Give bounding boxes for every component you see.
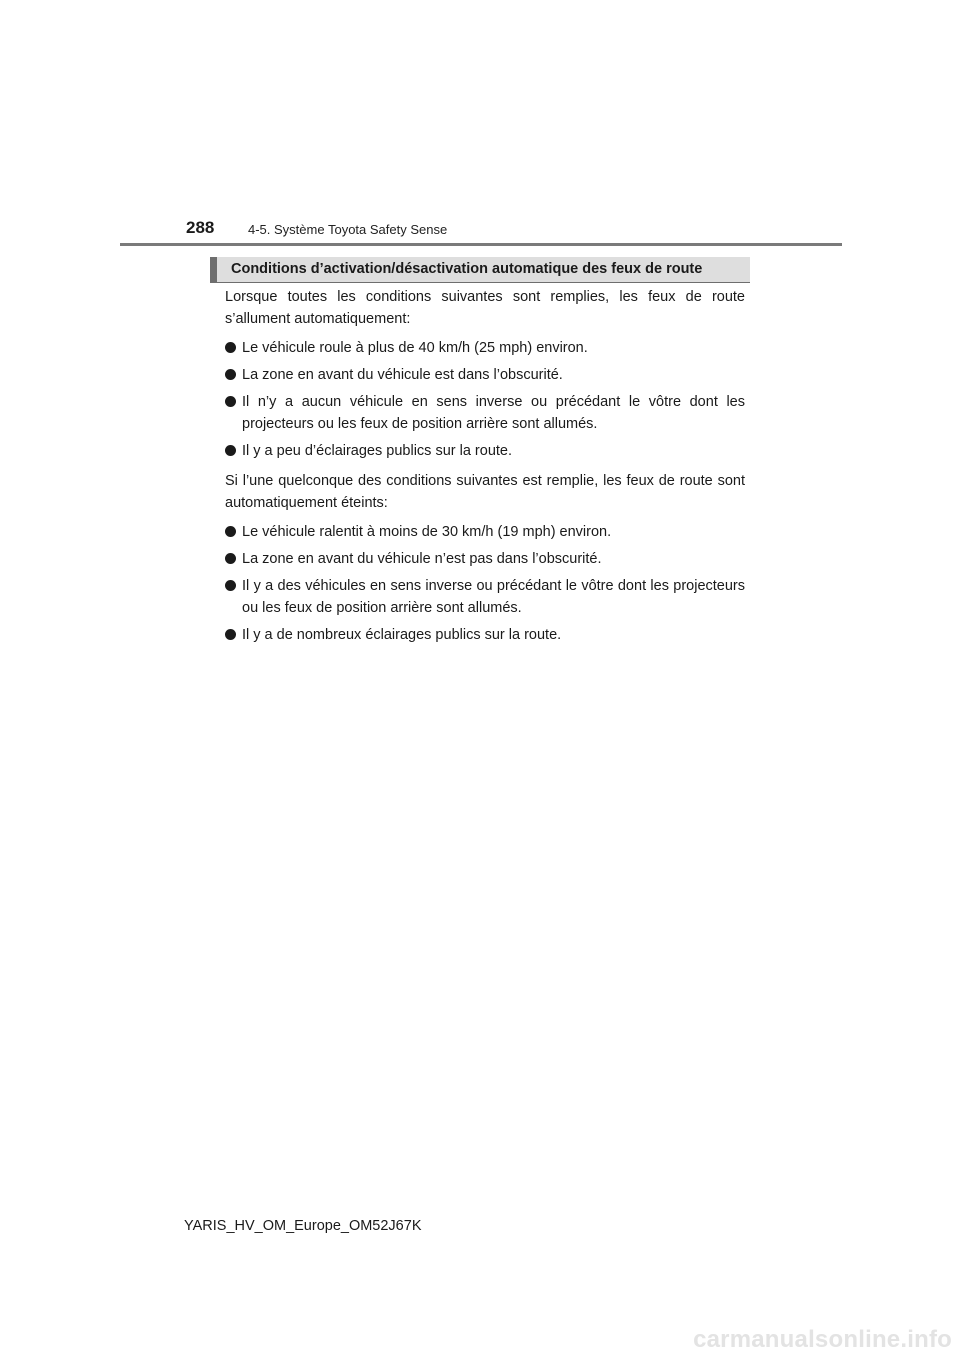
subheading-bar <box>210 257 750 283</box>
bullet-icon <box>225 445 236 456</box>
list-item <box>225 575 745 619</box>
list-item-text: Il n’y a aucun véhicule en sens inverse ou précédant le vôtre dont les projecteurs ou les feux de position arrière sont allumés. <box>242 394 745 432</box>
list-item <box>225 364 745 386</box>
list-item-text: Le véhicule roule à plus de 40 km/h (25 mph) environ. <box>242 340 588 356</box>
activation-list <box>225 337 745 462</box>
list-item <box>225 548 745 570</box>
list-item-text: La zone en avant du véhicule n’est pas dans l’obscurité. <box>242 551 602 567</box>
deactivation-list <box>225 521 745 646</box>
bullet-icon <box>225 369 236 380</box>
bullet-icon <box>225 342 236 353</box>
bullet-icon <box>225 396 236 407</box>
list-item-text: Il y a de nombreux éclairages publics sur la route. <box>242 627 562 643</box>
section-title: 4-5. Système Toyota Safety Sense <box>248 222 448 237</box>
list-item <box>225 337 745 359</box>
list-item-text: Le véhicule ralentit à moins de 30 km/h (19 mph) environ. <box>242 524 612 540</box>
watermark[interactable]: carmanualsonline.info <box>693 1326 952 1353</box>
deactivation-intro: Si l’une quelconque des conditions suivantes est remplie, les feux de route sont automatiquement éteints: <box>225 473 745 511</box>
header-divider <box>120 243 842 246</box>
bullet-icon <box>225 553 236 564</box>
bullet-icon <box>225 526 236 537</box>
list-item <box>225 521 745 543</box>
list-item-text: Il y a peu d’éclairages publics sur la route. <box>242 443 513 459</box>
list-item <box>225 391 745 435</box>
list-item <box>225 624 745 646</box>
page-number: 288 <box>186 218 215 237</box>
bullet-icon <box>225 629 236 640</box>
list-item-text: Il y a des véhicules en sens inverse ou précédant le vôtre dont les projecteurs ou les feux de position arrière sont allumés. <box>242 578 745 616</box>
list-item-text: La zone en avant du véhicule est dans l’obscurité. <box>242 367 563 383</box>
document-id: YARIS_HV_OM_Europe_OM52J67K <box>184 1218 422 1234</box>
activation-intro: Lorsque toutes les conditions suivantes sont remplies, les feux de route s’allument automatiquement: <box>225 289 745 327</box>
bullet-icon <box>225 580 236 591</box>
subheading-title: Conditions d’activation/désactivation automatique des feux de route <box>231 261 703 277</box>
list-item <box>225 440 745 462</box>
main-content <box>225 286 745 654</box>
